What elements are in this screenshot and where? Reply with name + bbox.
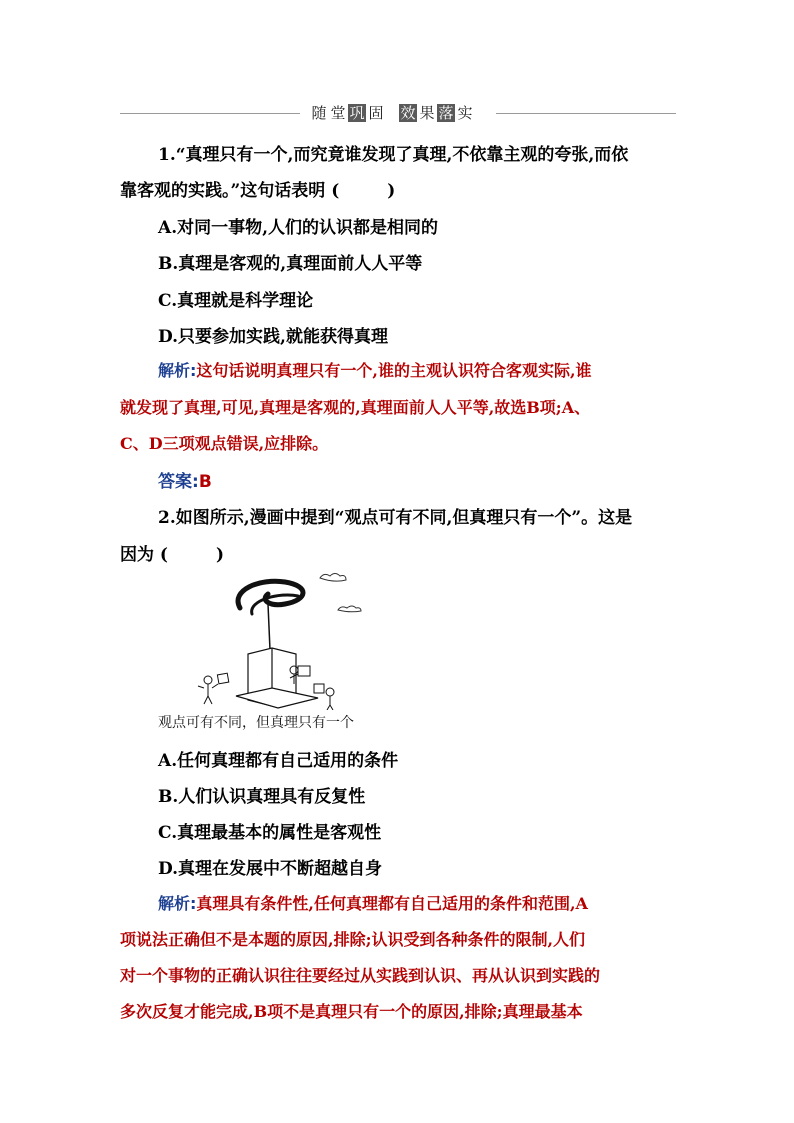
q1-option-b: B.真理是客观的,真理面前人人平等	[158, 254, 423, 274]
q2-stem-line2	[120, 540, 224, 565]
cartoon-caption: 观点可有不同，但真理只有一个	[158, 715, 354, 731]
q2-option-c: C.真理最基本的属性是客观性	[158, 823, 382, 843]
banner-title	[310, 103, 488, 123]
q1-explanation-label: 解析:	[158, 361, 197, 380]
cloud-icon	[338, 606, 361, 612]
banner-char: 果	[419, 104, 435, 122]
pedestal-icon	[236, 648, 318, 708]
banner-left-rule	[120, 113, 300, 114]
q1-explanation-line3: C、D三项观点错误,应排除。	[120, 434, 329, 453]
person-icon	[314, 684, 334, 710]
q2-option-a: A.任何真理都有自己适用的条件	[158, 751, 399, 771]
q2-explanation-line3: 对一个事物的正确认识往往要经过从实践到认识、再从认识到实践的	[120, 966, 601, 985]
q2-stem-line1: 2.如图所示,漫画中提到“观点可有不同,但真理只有一个”。这是	[158, 508, 633, 528]
q1-answer-blank: ( )	[331, 181, 396, 201]
person-icon	[198, 673, 229, 704]
q2-answer-blank: ( )	[159, 545, 225, 565]
banner-char: 固	[368, 104, 384, 122]
q1-option-a: A.对同一事物,人们的认识都是相同的	[158, 218, 439, 238]
q2-explanation-line4: 多次反复才能完成,B项不是真理只有一个的原因,排除;真理最基本	[120, 1002, 583, 1021]
q1-explanation-line1: 解析:这句话说明真理只有一个,谁的主观认识符合客观实际,谁	[158, 361, 592, 380]
banner-char-boxed: 落	[438, 104, 454, 122]
q1-answer-value: B	[198, 472, 212, 492]
q1-option-d: D.只要参加实践,就能获得真理	[158, 327, 388, 347]
q2-explanation-line1: 解析:真理具有条件性,任何真理都有自己适用的条件和范围,A	[158, 894, 588, 913]
q1-stem-line2	[120, 176, 395, 201]
q2-explanation-line2: 项说法正确但不是本题的原因,排除;认识受到各种条件的限制,人们	[120, 930, 586, 949]
q1-stem-text: 靠客观的实践。”这句话表明	[120, 181, 326, 201]
q1-answer	[158, 467, 212, 492]
q2-option-b: B.人们认识真理具有反复性	[158, 787, 366, 807]
q1-stem-line1: 1.“真理只有一个,而究竟谁发现了真理,不依靠主观的夸张,而依	[158, 145, 629, 165]
q1-explanation-line2: 就发现了真理,可见,真理是客观的,真理面前人人平等,故选B项;A、	[120, 398, 591, 417]
banner-right-rule	[496, 113, 676, 114]
q2-stem-text: 因为	[120, 545, 154, 565]
banner-char: 堂	[330, 104, 346, 122]
q2-option-d: D.真理在发展中不断超越自身	[158, 859, 383, 879]
banner-char: 实	[457, 104, 473, 122]
pole	[268, 604, 270, 650]
banner-char-boxed: 效	[400, 104, 416, 122]
banner-char-boxed: 巩	[349, 104, 365, 122]
q1-answer-label: 答案:	[158, 472, 199, 492]
cartoon-illustration	[190, 570, 380, 710]
q1-option-c: C.真理就是科学理论	[158, 291, 314, 311]
question-mark-swirl-icon	[238, 581, 303, 614]
section-banner	[120, 103, 676, 123]
banner-char: 随	[311, 104, 327, 122]
q2-explanation-label: 解析:	[158, 894, 197, 913]
